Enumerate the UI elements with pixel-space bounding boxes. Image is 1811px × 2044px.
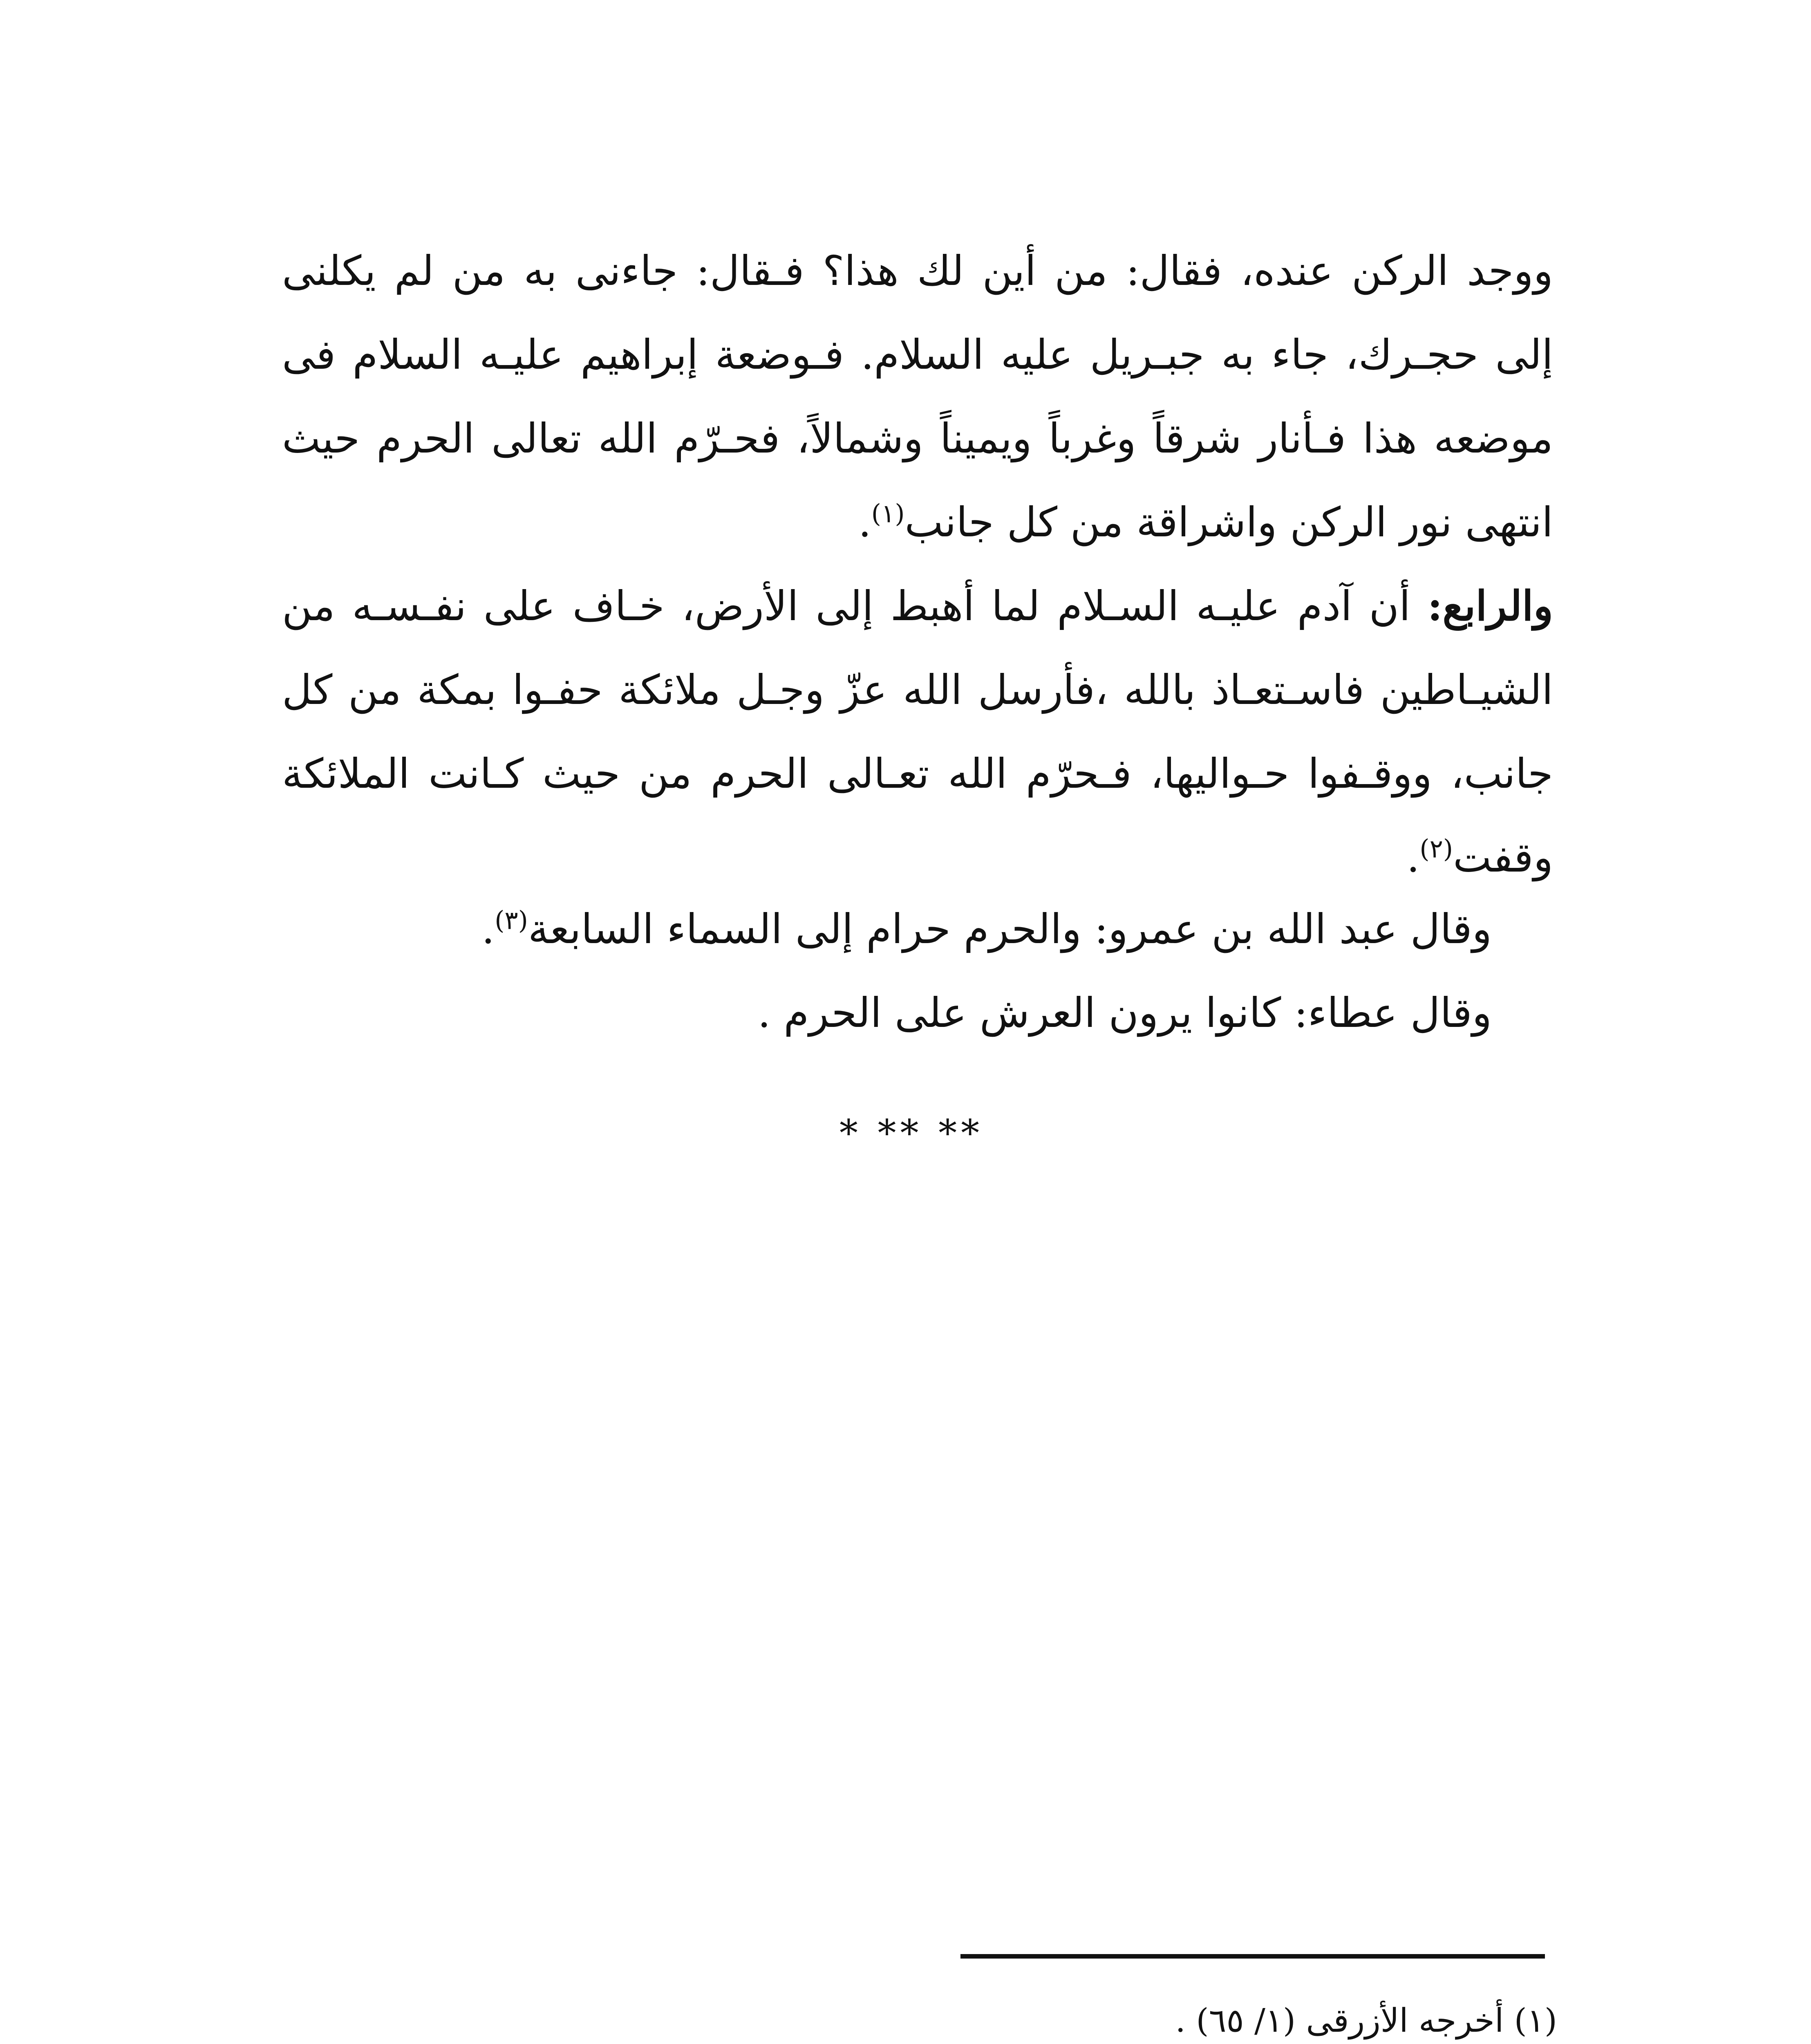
section-separator: * ** **: [839, 1112, 984, 1155]
footnote-1: (١) أخرجه الأزرقى (١/ ٦٥) .: [1175, 2001, 1557, 2040]
footnotes: [531, 1985, 1557, 2044]
quote-line-1: [409, 887, 1492, 971]
paragraph-1-end: .: [858, 498, 871, 546]
footnote-ref-3: (٣): [495, 905, 528, 935]
footnote-divider: [960, 1954, 1545, 1959]
paragraph-1-text: ووجد الركن عنده، فقال: من أين لك هذا؟ فـقال: جاءنى به من لم يكلنى إلى حجـرك، جاء به جبـريل عليه السلام. فـوضعة إبراهيم عليـه السلام فى موضعه هذا فـأنار شرقاً وغرباً ويميناً وشمالاً، فحـرّم الله تعالى الحرم حيث انتهى نور الركن واشراقة من كل جانب: [282, 247, 1553, 546]
quote-line-2-text: وقال عطاء: كانوا يرون العرش على الحرم .: [757, 989, 1492, 1037]
main-text: [282, 229, 1553, 899]
paragraph-2-text: أن آدم عليـه السـلام لما أهبط إلى الأرض، خـاف على نفـسـه من الشيـاطين فاسـتعـاذ بالله ،فأرسل الله عزّ وجـل ملائكة حفـوا بمكة من كل جانب، ووقـفوا حـواليها، فـحرّم الله تعـالى الحرم من حيث كـانت الملائكة وقفت: [282, 582, 1553, 881]
quote-line-2: [409, 971, 1492, 1055]
footnote-ref-1: (١): [871, 498, 905, 529]
paragraph-2-end: .: [1406, 834, 1420, 881]
paragraph-2: [282, 564, 1553, 899]
paragraph-1: [282, 229, 1553, 564]
quote-line-1-text: وقال عبد الله بن عمرو: والحرم حرام إلى السماء السابعة: [528, 905, 1492, 953]
quotes-block: [409, 887, 1492, 1055]
paragraph-2-lead: والرابع:: [1427, 582, 1553, 630]
footnote-ref-2: (٢): [1419, 834, 1453, 864]
quote-line-1-end: .: [481, 905, 495, 953]
